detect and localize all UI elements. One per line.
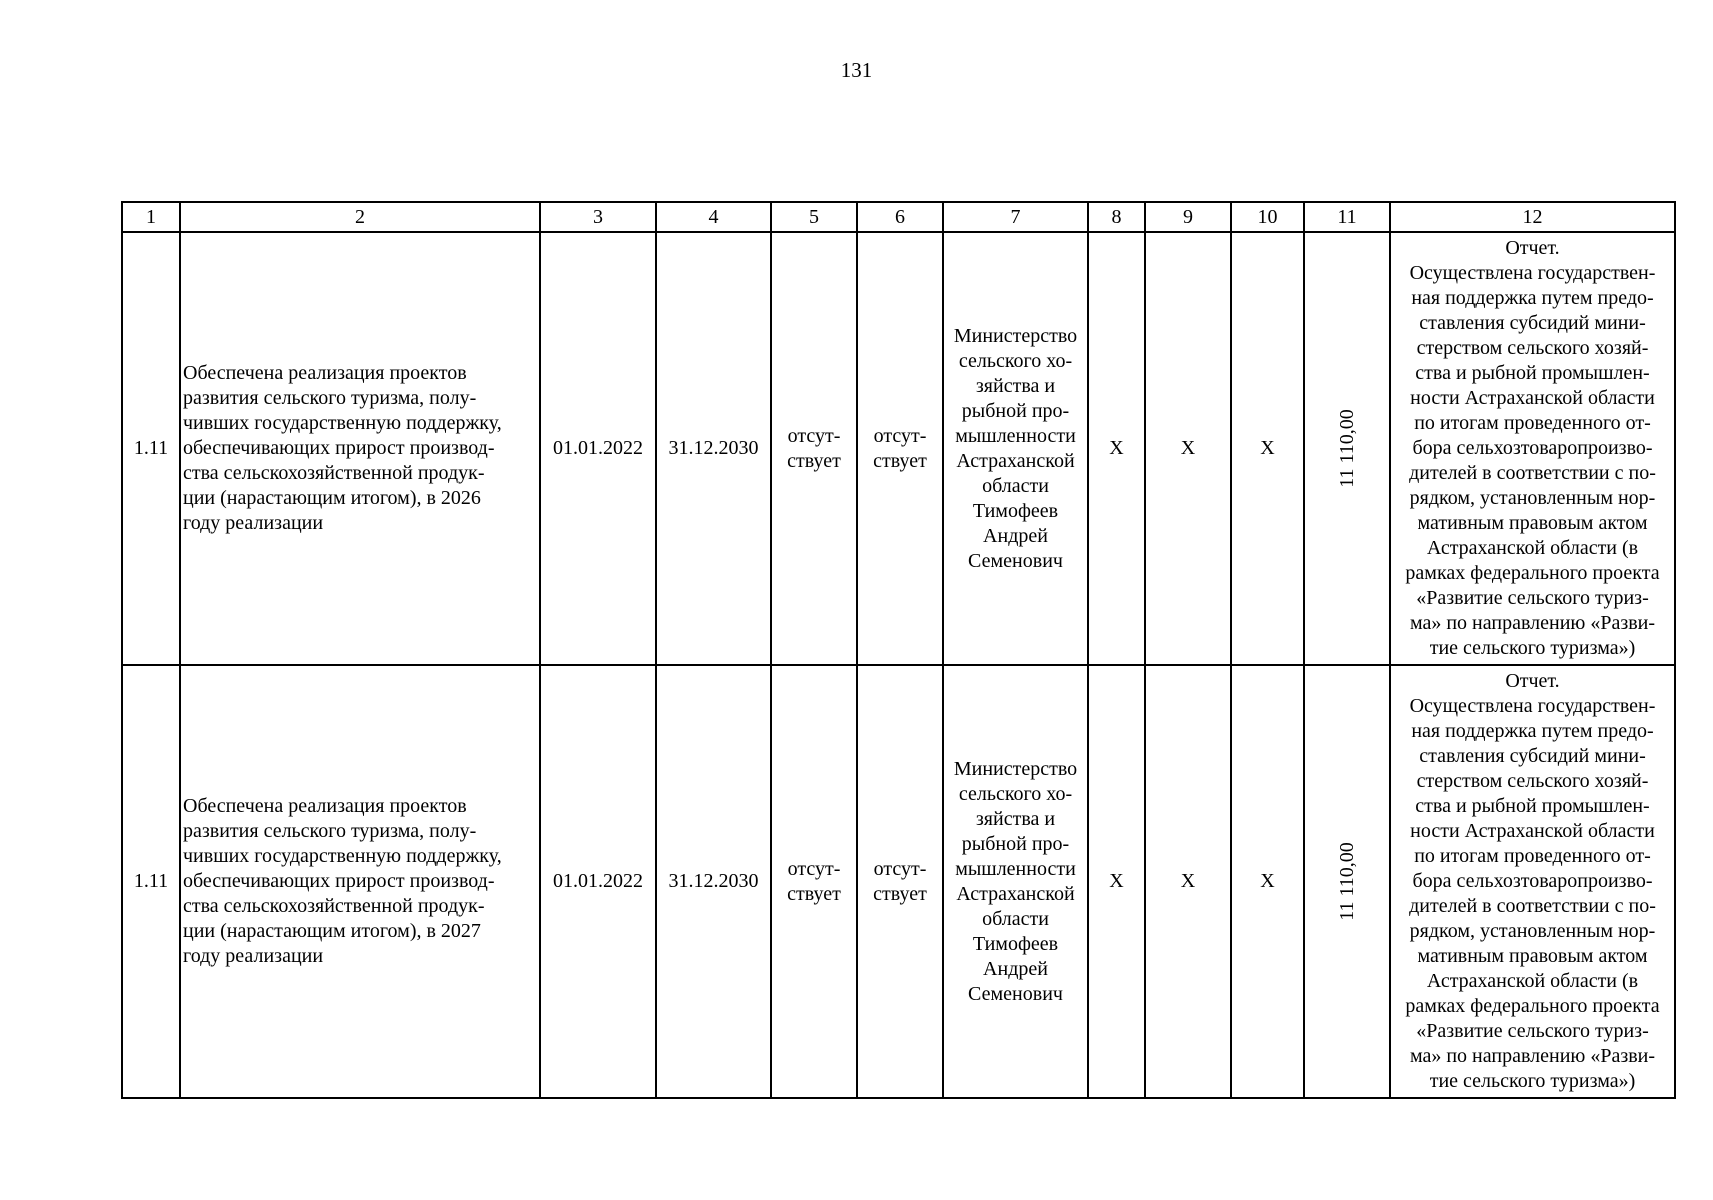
col5-cell bbox=[771, 665, 857, 1098]
report-line: мативным правовым актом bbox=[1417, 945, 1648, 967]
responsible-line: Тимофеев bbox=[972, 499, 1059, 522]
col5-cell bbox=[771, 232, 857, 665]
header-cell: 11 bbox=[1304, 202, 1390, 232]
report-line: «Развитие сельского туриз- bbox=[1416, 1020, 1649, 1042]
result-name-cell bbox=[180, 232, 540, 665]
result-name-line: ции (нарастающим итогом), в 2027 bbox=[183, 920, 481, 942]
report-line: Осуществлена государствен- bbox=[1409, 695, 1656, 717]
col6-line: ствует bbox=[873, 882, 927, 905]
responsible-line: Тимофеев bbox=[972, 932, 1059, 955]
row-number-cell: 1.11 bbox=[122, 665, 180, 1098]
responsible-line: мышленности bbox=[955, 424, 1076, 447]
col10-cell: X bbox=[1231, 665, 1304, 1098]
report-line: Отчет. bbox=[1505, 670, 1560, 692]
header-cell: 2 bbox=[180, 202, 540, 232]
start-date-cell: 01.01.2022 bbox=[540, 232, 656, 665]
table-body bbox=[122, 232, 1675, 1098]
responsible-line: мышленности bbox=[955, 857, 1076, 880]
responsible-line: Семенович bbox=[968, 982, 1063, 1005]
report-line: Астраханской области (в bbox=[1426, 970, 1639, 992]
result-name-line: Обеспечена реализация проектов bbox=[183, 362, 467, 384]
responsible-line: Астраханской bbox=[956, 449, 1075, 472]
responsible-line: рыбной про- bbox=[961, 399, 1070, 422]
result-name-line: году реализации bbox=[183, 512, 324, 534]
report-line: ности Астраханской области bbox=[1410, 820, 1655, 842]
table-row bbox=[122, 665, 1675, 1098]
report-line: ности Астраханской области bbox=[1410, 387, 1655, 409]
result-name-line: ции (нарастающим итогом), в 2026 bbox=[183, 487, 481, 509]
col6-line: ствует bbox=[873, 449, 927, 472]
amount-value: 11 110,00 bbox=[1335, 842, 1358, 921]
report-line: «Развитие сельского туриз- bbox=[1416, 587, 1649, 609]
report-line: ма» по направлению «Разви- bbox=[1409, 612, 1656, 634]
responsible-cell bbox=[943, 232, 1088, 665]
report-line: дителей в соответствии с по- bbox=[1409, 462, 1656, 484]
result-name-line: чивших государственную поддержку, bbox=[183, 412, 502, 434]
header-cell: 9 bbox=[1145, 202, 1231, 232]
col8-cell: X bbox=[1088, 665, 1145, 1098]
report-line: ная поддержка путем предо- bbox=[1411, 287, 1654, 309]
report-table bbox=[121, 201, 1676, 1099]
end-date-cell: 31.12.2030 bbox=[656, 232, 771, 665]
result-name-line: развития сельского туризма, полу- bbox=[183, 820, 477, 842]
col9-cell: X bbox=[1145, 232, 1231, 665]
report-line: ная поддержка путем предо- bbox=[1411, 720, 1654, 742]
report-line: Осуществлена государствен- bbox=[1409, 262, 1656, 284]
col5-line: ствует bbox=[787, 449, 841, 472]
responsible-line: Министерство bbox=[953, 324, 1078, 347]
report-line: рамках федерального проекта bbox=[1405, 995, 1660, 1017]
col5-line: отсут- bbox=[787, 424, 841, 447]
amount-cell bbox=[1304, 665, 1390, 1098]
report-line: тие сельского туризма») bbox=[1429, 637, 1636, 659]
header-cell: 1 bbox=[122, 202, 180, 232]
report-line: тие сельского туризма») bbox=[1429, 1070, 1636, 1092]
col5-line: ствует bbox=[787, 882, 841, 905]
report-line: стерством сельского хозяй- bbox=[1416, 770, 1649, 792]
table-row bbox=[122, 232, 1675, 665]
col9-cell: X bbox=[1145, 665, 1231, 1098]
col10-cell: X bbox=[1231, 232, 1304, 665]
amount-value: 11 110,00 bbox=[1335, 409, 1358, 488]
result-name-line: обеспечивающих прирост производ- bbox=[183, 870, 495, 892]
result-name-line: Обеспечена реализация проектов bbox=[183, 795, 467, 817]
responsible-line: Министерство bbox=[953, 757, 1078, 780]
report-line: по итогам проведенного от- bbox=[1414, 845, 1651, 867]
report-line: дителей в соответствии с по- bbox=[1409, 895, 1656, 917]
responsible-line: зяйства и bbox=[975, 374, 1056, 397]
start-date-cell: 01.01.2022 bbox=[540, 665, 656, 1098]
col6-cell bbox=[857, 665, 943, 1098]
report-line: бора сельхозтоваропроизво- bbox=[1412, 870, 1653, 892]
report-line: ставления субсидий мини- bbox=[1419, 312, 1646, 334]
amount-cell bbox=[1304, 232, 1390, 665]
responsible-line: области bbox=[982, 474, 1049, 497]
responsible-line: области bbox=[982, 907, 1049, 930]
row-number-cell: 1.11 bbox=[122, 232, 180, 665]
page-number: 131 bbox=[840, 58, 873, 82]
report-line: ставления субсидий мини- bbox=[1419, 745, 1646, 767]
result-name-line: чивших государственную поддержку, bbox=[183, 845, 502, 867]
end-date-cell: 31.12.2030 bbox=[656, 665, 771, 1098]
report-line: рамках федерального проекта bbox=[1405, 562, 1660, 584]
responsible-line: Семенович bbox=[968, 549, 1063, 572]
header-cell: 5 bbox=[771, 202, 857, 232]
report-line: Астраханской области (в bbox=[1426, 537, 1639, 559]
report-line: бора сельхозтоваропроизво- bbox=[1412, 437, 1653, 459]
header-cell: 3 bbox=[540, 202, 656, 232]
report-line: ма» по направлению «Разви- bbox=[1409, 1045, 1656, 1067]
header-cell: 4 bbox=[656, 202, 771, 232]
result-name-line: развития сельского туризма, полу- bbox=[183, 387, 477, 409]
header-cell: 10 bbox=[1231, 202, 1304, 232]
report-line: ства и рыбной промышлен- bbox=[1415, 795, 1650, 817]
header-cell: 12 bbox=[1390, 202, 1675, 232]
report-line: рядком, установленным нор- bbox=[1409, 487, 1656, 509]
report-cell bbox=[1390, 232, 1675, 665]
result-name-line: ства сельскохозяйственной продук- bbox=[183, 462, 485, 484]
report-line: ства и рыбной промышлен- bbox=[1415, 362, 1650, 384]
result-name-line: ства сельскохозяйственной продук- bbox=[183, 895, 485, 917]
header-cell: 6 bbox=[857, 202, 943, 232]
responsible-line: сельского хо- bbox=[958, 349, 1073, 372]
responsible-line: Андрей bbox=[983, 524, 1048, 547]
report-line: рядком, установленным нор- bbox=[1409, 920, 1656, 942]
report-line: Отчет. bbox=[1505, 237, 1560, 259]
responsible-line: сельского хо- bbox=[958, 782, 1073, 805]
result-name-line: году реализации bbox=[183, 945, 324, 967]
report-line: мативным правовым актом bbox=[1417, 512, 1648, 534]
report-cell bbox=[1390, 665, 1675, 1098]
col6-line: отсут- bbox=[873, 424, 927, 447]
col8-cell: X bbox=[1088, 232, 1145, 665]
col6-line: отсут- bbox=[873, 857, 927, 880]
table-header bbox=[122, 202, 1675, 232]
header-cell: 7 bbox=[943, 202, 1088, 232]
report-line: по итогам проведенного от- bbox=[1414, 412, 1651, 434]
responsible-line: зяйства и bbox=[975, 807, 1056, 830]
responsible-line: Астраханской bbox=[956, 882, 1075, 905]
responsible-cell bbox=[943, 665, 1088, 1098]
responsible-line: Андрей bbox=[983, 957, 1048, 980]
col6-cell bbox=[857, 232, 943, 665]
result-name-cell bbox=[180, 665, 540, 1098]
header-cell: 8 bbox=[1088, 202, 1145, 232]
report-line: стерством сельского хозяй- bbox=[1416, 337, 1649, 359]
col5-line: отсут- bbox=[787, 857, 841, 880]
result-name-line: обеспечивающих прирост производ- bbox=[183, 437, 495, 459]
responsible-line: рыбной про- bbox=[961, 832, 1070, 855]
header-row bbox=[122, 202, 1675, 232]
